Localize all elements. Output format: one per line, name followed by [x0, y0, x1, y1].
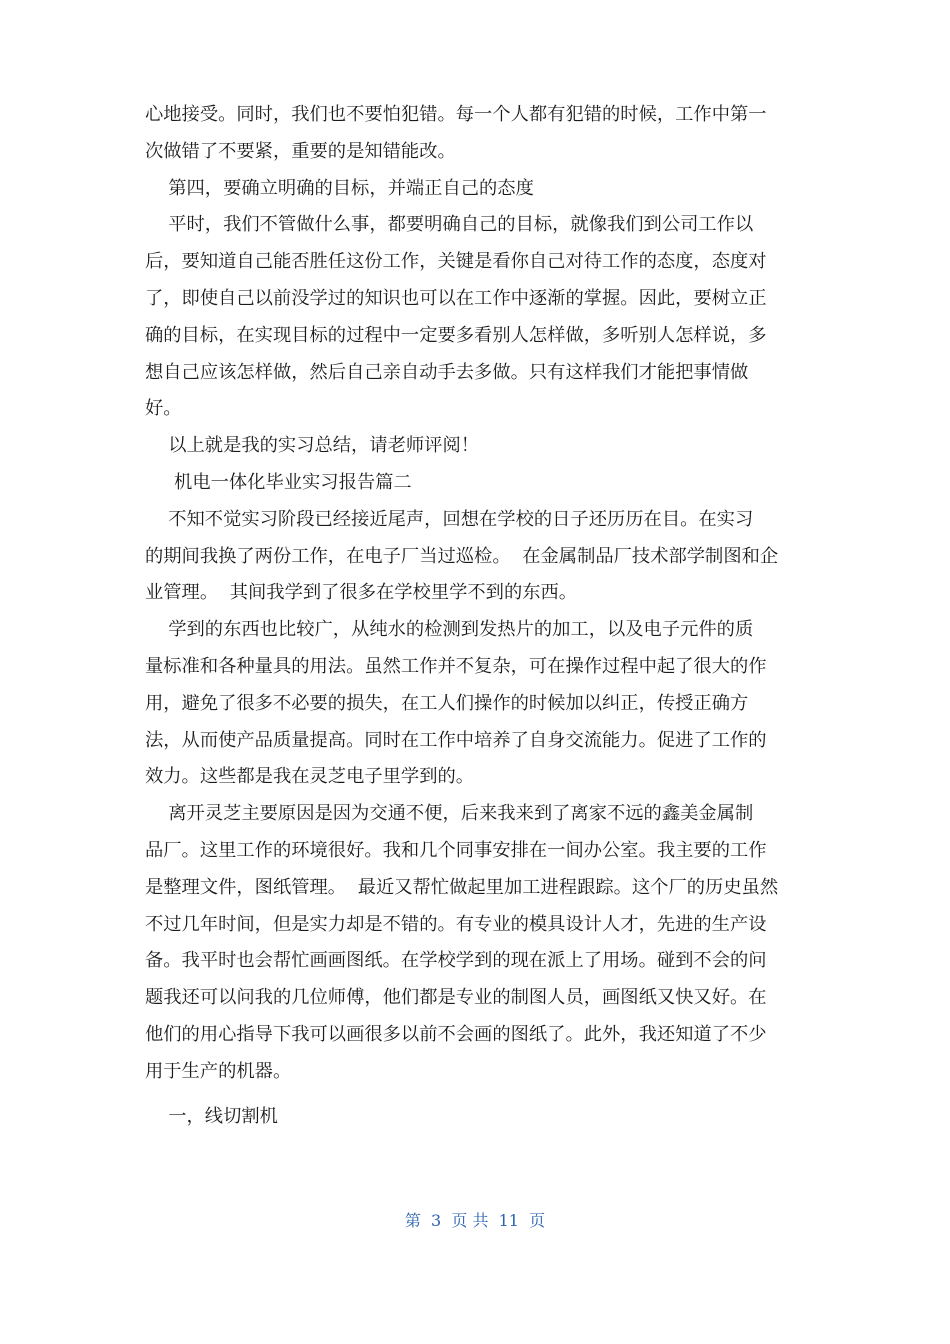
- text-line: 量标准和各种量具的用法。虽然工作并不复杂，可在操作过程中起了很大的作: [145, 655, 767, 677]
- text-line: 后，要知道自己能否胜任这份工作，关键是看你自己对待工作的态度，态度对: [145, 251, 767, 273]
- text-line: 想自己应该怎样做，然后自己亲自动手去多做。只有这样我们才能把事情做: [145, 361, 749, 383]
- text-line: 离开灵芝主要原因是因为交通不便，后来我来到了离家不远的鑫美金属制: [145, 803, 754, 825]
- text-line: 次做错了不要紧，重要的是知错能改。: [145, 140, 456, 162]
- page-number-footer: 第 3 页 共 11 页: [404, 1211, 546, 1230]
- text-line: 效力。这些都是我在灵芝电子里学到的。: [145, 766, 475, 788]
- text-line: 是整理文件，图纸管理。 最近又帮忙做起里加工进程跟踪。这个厂的历史虽然: [145, 876, 779, 898]
- text-line: 题我还可以问我的几位师傅，他们都是专业的制图人员，画图纸又快又好。在: [145, 987, 767, 1009]
- text-line: 了，即使自己以前没学过的知识也可以在工作中逐渐的掌握。因此，要树立正: [145, 287, 767, 309]
- text-line: 品厂。这里工作的环境很好。我和几个同事安排在一间办公室。我主要的工作: [145, 839, 767, 861]
- text-line: 用，避免了很多不必要的损失，在工人们操作的时候加以纠正，传授正确方: [145, 692, 749, 714]
- text-line: 业管理。 其间我学到了很多在学校里学不到的东西。: [145, 582, 578, 604]
- text-line: 心地接受。同时，我们也不要怕犯错。每一个人都有犯错的时候，工作中第一: [145, 104, 767, 125]
- text-line: 备。我平时也会帮忙画画图纸。在学校学到的现在派上了用场。碰到不会的问: [145, 950, 767, 972]
- text-line: 一，线切割机: [145, 1105, 278, 1127]
- text-line: 不过几年时间，但是实力却是不错的。有专业的模具设计人才，先进的生产设: [145, 913, 767, 935]
- text-line: 好。: [145, 398, 182, 420]
- text-line: 以上就是我的实习总结，请老师评阅！: [145, 435, 480, 457]
- text-line: 平时，我们不管做什么事，都要明确自己的目标，就像我们到公司工作以: [145, 214, 754, 236]
- text-line: 第四，要确立明确的目标，并端正自己的态度: [145, 177, 534, 199]
- text-line: 他们的用心指导下我可以画很多以前不会画的图纸了。此外，我还知道了不少: [145, 1023, 767, 1045]
- text-line: 学到的东西也比较广，从纯水的检测到发热片的加工，以及电子元件的质: [145, 619, 754, 641]
- text-line: 用于生产的机器。: [145, 1060, 292, 1082]
- text-line: 的期间我换了两份工作，在电子厂当过巡检。 在金属制品厂技术部学制图和企: [145, 545, 779, 567]
- text-line: 确的目标，在实现目标的过程中一定要多看别人怎样做，多听别人怎样说，多: [145, 324, 767, 346]
- text-line: 不知不觉实习阶段已经接近尾声，回想在学校的日子还历历在目。在实习: [145, 508, 754, 530]
- text-line: 机电一体化毕业实习报告篇二: [145, 471, 412, 493]
- text-line: 法，从而使产品质量提高。同时在工作中培养了自身交流能力。促进了工作的: [145, 729, 767, 751]
- document-body: [145, 97, 805, 1135]
